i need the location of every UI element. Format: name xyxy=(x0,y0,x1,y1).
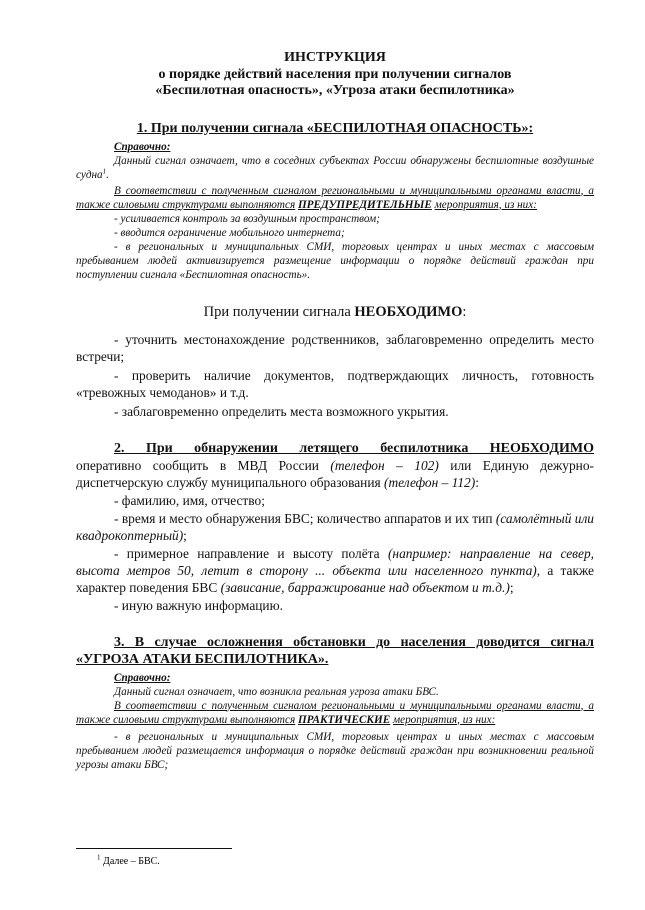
section3-measures-intro: В соответствии с полученным сигналом региональными и муниципальными органами власти, а также силовыми структурами выполняются ПРАКТИЧЕСКИЕ мероприятия, из них: xyxy=(76,699,594,726)
document-title: ИНСТРУКЦИЯ xyxy=(284,50,386,65)
footnote-text: Далее – БВС. xyxy=(103,856,160,867)
section1-reference xyxy=(76,140,594,154)
necessary-action: - проверить наличие документов, подтверждающих личность, готовность «тревожных чемоданов» и т.д. xyxy=(76,367,594,400)
section2-heading: 2. При обнаружении летящего беспилотника НЕОБХОДИМО xyxy=(114,440,594,456)
footnote xyxy=(97,853,160,867)
section1-reference-label: Справочно: xyxy=(114,140,171,153)
necessary-action: - заблаговременно определить места возможного укрытия. xyxy=(114,403,449,419)
section3-heading: 3. В случае осложнения обстановки до населения доводится сигнал «УГРОЗА АТАКИ БЕСПИЛОТНИКА». xyxy=(76,634,594,667)
section2-report-item: - иную важную информацию. xyxy=(114,597,283,613)
section3-reference-text: Данный сигнал означает, что возникла реальная угроза атаки БВС. xyxy=(114,685,439,698)
document-subtitle-line2: «Беспилотная опасность», «Угроза атаки беспилотника» xyxy=(155,83,515,98)
footnote-mark: 1 xyxy=(102,166,107,175)
section1-reference-text: Данный сигнал означает, что в соседних субъектах России обнаружены беспилотные воздушные судна$^1$. xyxy=(76,154,594,181)
document-subtitle-line1: о порядке действий населения при получении сигналов xyxy=(158,66,512,82)
footnote-separator xyxy=(76,848,232,849)
instruction-document xyxy=(76,50,594,772)
section1-measure-item: - вводится ограничение мобильного интернета; xyxy=(114,226,345,239)
section2-report-item: - примерное направление и высоту полёта (например: направление на север, высота метров 50, летит в сторону ... объекта или населенного пункта), а также характер поведения БВС (зависание, барражирование над объектом и т.д.); xyxy=(76,545,594,595)
necessary-action: - уточнить местонахождение родственников, заблаговременно определить место встречи; xyxy=(76,331,594,364)
section2-report-item: - фамилию, имя, отчество; xyxy=(114,492,265,508)
necessary-heading: При получении сигнала НЕОБХОДИМО: xyxy=(203,303,467,320)
preventive-measures-label: ПРЕДУПРЕДИТЕЛЬНЫЕ xyxy=(297,198,432,211)
section1-measure-item: - в региональных и муниципальных СМИ, торговых центрах и иных местах с массовым пребыванием людей активизируется размещение информации о порядке действий граждан при поступлении сигнала «Беспилотная опасность». xyxy=(76,240,594,281)
section2-report-text: оперативно сообщить в МВД России (телефон – 102) или Единую дежурно-диспетчерскую службу муниципального образования (телефон – 112): xyxy=(76,457,595,490)
section3-measure-item: - в региональных и муниципальных СМИ, торговых центрах и иных местах с массовым пребыванием людей размещается информация о порядке действий граждан при возникновении реальной угрозы атаки БВС; xyxy=(76,730,594,771)
section1-measure-item: - усиливается контроль за воздушным пространством; xyxy=(114,212,380,225)
section3-reference xyxy=(76,671,594,685)
practical-measures-label: ПРАКТИЧЕСКИЕ xyxy=(297,713,391,726)
section3-reference-label: Справочно: xyxy=(114,671,171,684)
footnote-number: 1 xyxy=(97,853,101,862)
section1-measures-intro: В соответствии с полученным сигналом региональными и муниципальными органами власти, а также силовыми структурами выполняются ПРЕДУПРЕДИТЕЛЬНЫЕ мероприятия, из них: xyxy=(76,184,594,211)
section1-heading: 1. При получении сигнала «БЕСПИЛОТНАЯ ОПАСНОСТЬ»: xyxy=(136,120,534,136)
section2-report-item: - время и место обнаружения БВС; количество аппаратов и их тип (самолётный или квадрокоптерный); xyxy=(76,510,594,543)
